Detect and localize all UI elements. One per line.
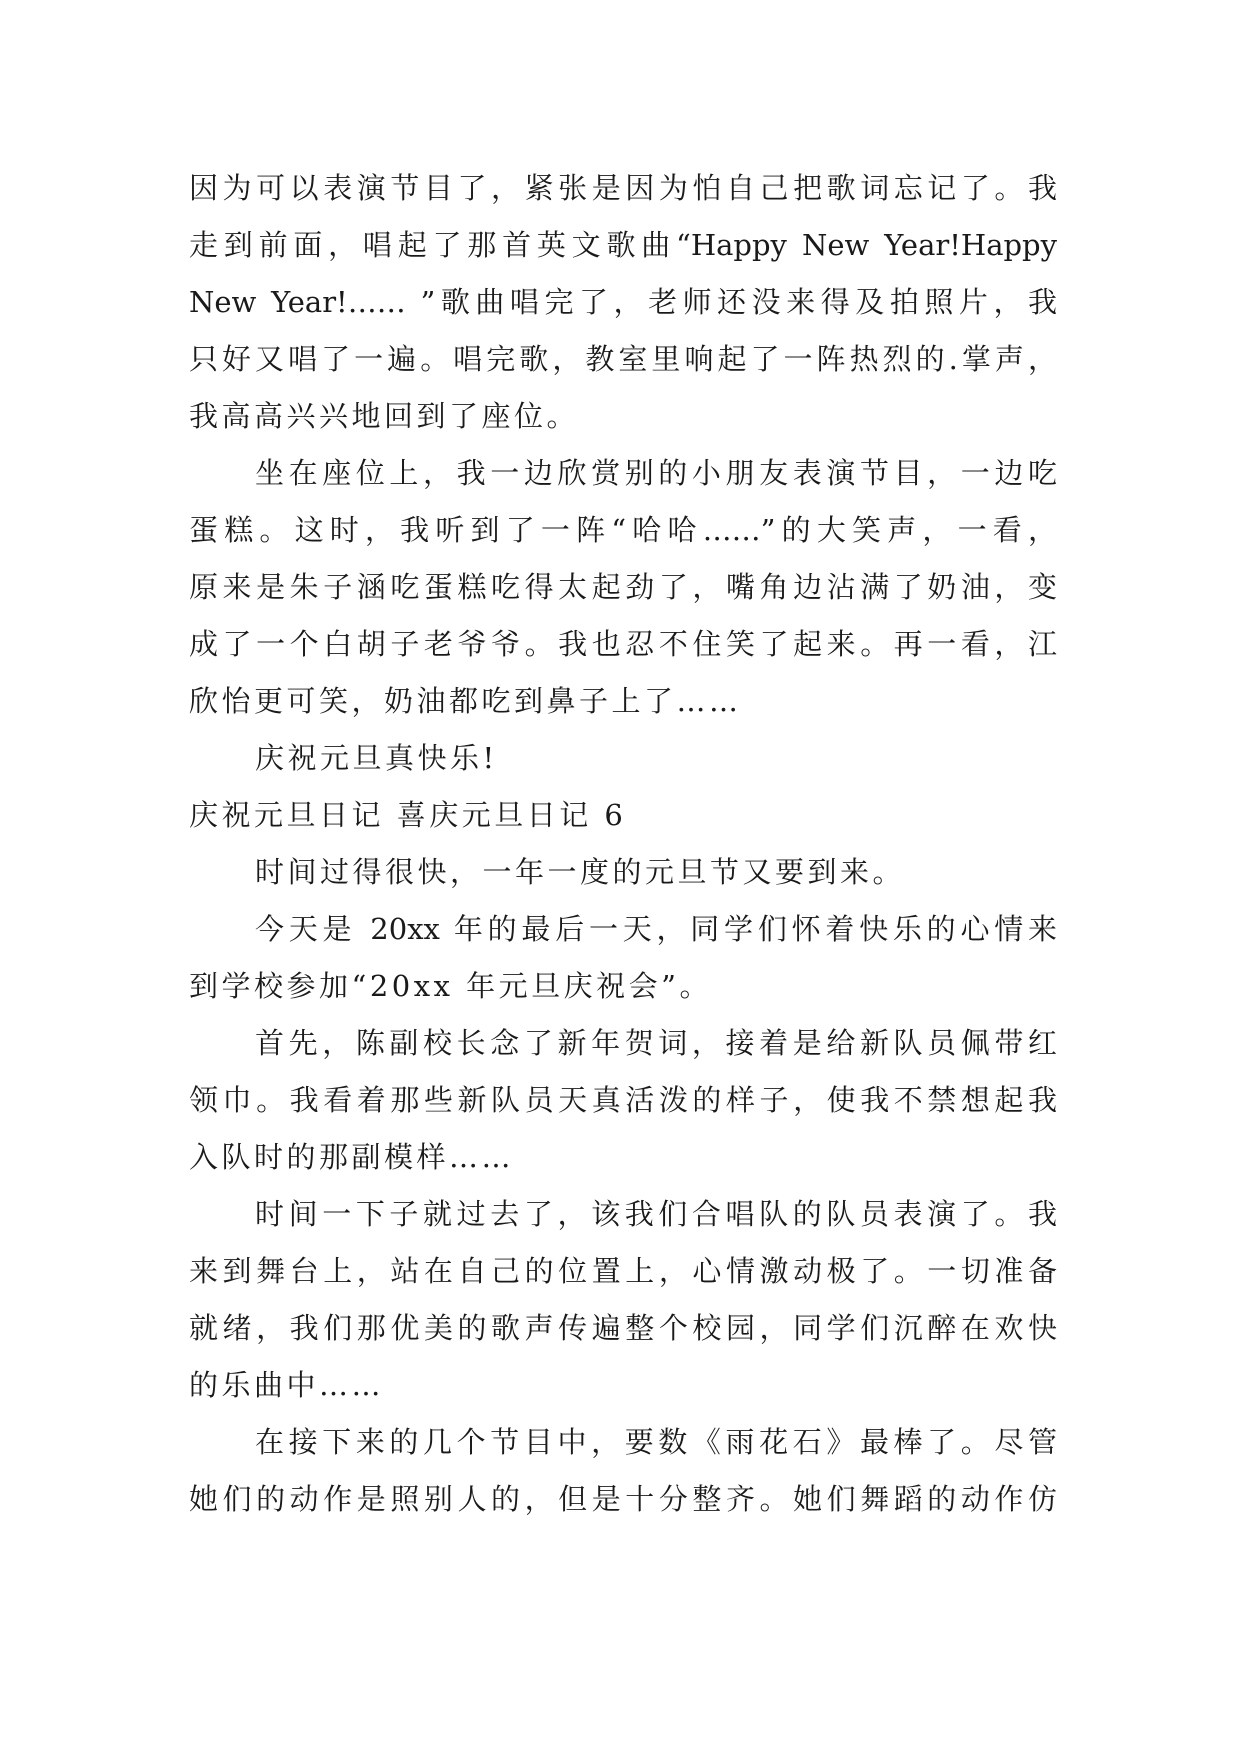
text-line: 到学校参加“20xx 年元旦庆祝会”。 <box>189 969 712 1003</box>
text-line: 的乐曲中…… <box>189 1368 385 1402</box>
text-line: 今天是 20xx 年的最后一天，同学们怀着快乐的心情来 <box>255 912 1057 946</box>
text-line: 只好又唱了一遍。唱完歌，教室里响起了一阵热烈的.掌声， <box>189 342 1057 376</box>
text-line: 蛋糕。这时，我听到了一阵“哈哈……”的大笑声，一看， <box>189 513 1057 547</box>
text-line: 在接下来的几个节目中，要数《雨花石》最棒了。尽管 <box>255 1425 1057 1459</box>
text-line: 她们的动作是照别人的，但是十分整齐。她们舞蹈的动作仿 <box>189 1482 1057 1516</box>
text-line: 时间过得很快，一年一度的元旦节又要到来。 <box>255 855 906 889</box>
text-line: 领巾。我看着那些新队员天真活泼的样子，使我不禁想起我 <box>189 1083 1057 1117</box>
text-line: 庆祝元旦真快乐! <box>255 741 498 775</box>
text-line: 因为可以表演节目了，紧张是因为怕自己把歌词忘记了。我 <box>189 171 1057 205</box>
text-line: 时间一下子就过去了，该我们合唱队的队员表演了。我 <box>255 1197 1057 1231</box>
text-line: 走到前面，唱起了那首英文歌曲“Happy New Year!Happy <box>189 228 1057 262</box>
text-line: 成了一个白胡子老爷爷。我也忍不住笑了起来。再一看，江 <box>189 627 1057 661</box>
section-heading: 庆祝元旦日记 喜庆元旦日记 6 <box>189 798 627 832</box>
text-line: 入队时的那副模样…… <box>189 1140 515 1174</box>
text-line: 首先，陈副校长念了新年贺词，接着是给新队员佩带红 <box>255 1026 1057 1060</box>
document-body <box>189 160 1057 1528</box>
text-line: 我高高兴兴地回到了座位。 <box>189 399 580 433</box>
text-line: 就绪，我们那优美的歌声传遍整个校园，同学们沉醉在欢快 <box>189 1311 1057 1345</box>
text-line: New Year!…… ”歌曲唱完了，老师还没来得及拍照片，我 <box>189 285 1057 319</box>
text-line: 坐在座位上，我一边欣赏别的小朋友表演节目，一边吃 <box>255 456 1057 490</box>
text-line: 欣怡更可笑，奶油都吃到鼻子上了…… <box>189 684 742 718</box>
text-line: 来到舞台上，站在自己的位置上，心情激动极了。一切准备 <box>189 1254 1057 1288</box>
text-line: 原来是朱子涵吃蛋糕吃得太起劲了，嘴角边沾满了奶油，变 <box>189 570 1057 604</box>
